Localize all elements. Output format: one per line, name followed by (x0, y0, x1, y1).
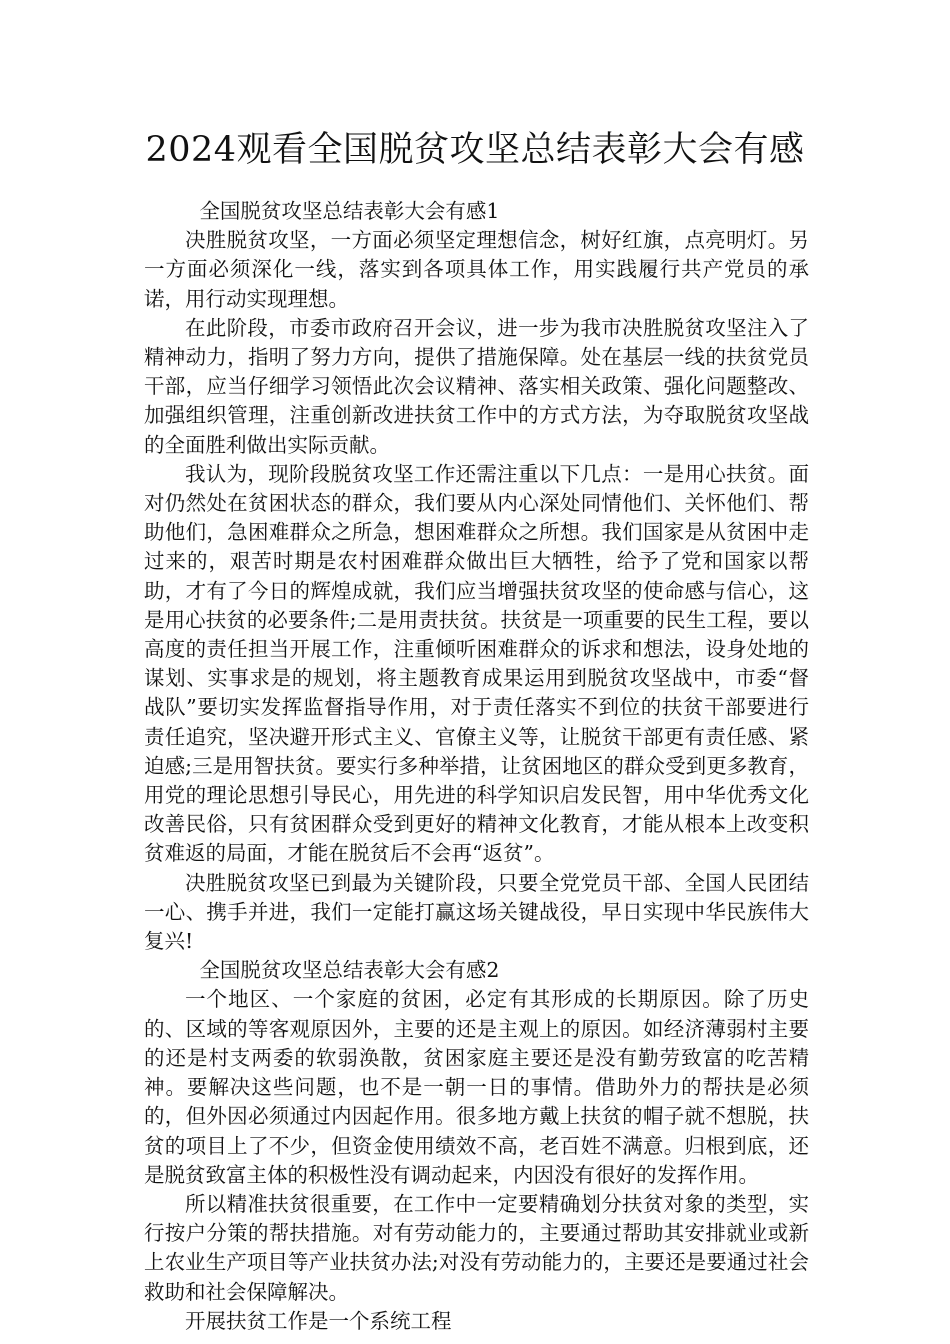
paragraph: 一个地区、一个家庭的贫困，必定有其形成的长期原因。除了历史的、区域的等客观原因外，主要的还是主观上的原因。如经济薄弱村主要的还是村支两委的软弱涣散，贫困家庭主要还是没有勤劳致富的吃苦精神。要解决这些问题，也不是一朝一日的事情。借助外力的帮扶是必须的，但外因必须通过内因起作用。很多地方戴上扶贫的帽子就不想脱，扶贫的项目上了不少，但资金使用绩效不高，老百姓不满意。归根到底，还是脱贫致富主体的积极性没有调动起来，内因没有很好的发挥作用。 (144, 987, 809, 1187)
paragraph: 决胜脱贫攻坚已到最为关键阶段，只要全党党员干部、全国人民团结一心、携手并进，我们一定能打赢这场关键战役，早日实现中华民族伟大复兴! (144, 870, 809, 954)
paragraph: 我认为，现阶段脱贫攻坚工作还需注重以下几点：一是用心扶贫。面对仍然处在贫困状态的群众，我们要从内心深处同情他们、关怀他们、帮助他们，急困难群众之所急，想困难群众之所想。我们国家是从贫困中走过来的，艰苦时期是农村困难群众做出巨大牺牲，给予了党和国家以帮助，才有了今日的辉煌成就，我们应当增强扶贫攻坚的使命感与信心，这是用心扶贫的必要条件;二是用责扶贫。扶贫是一项重要的民生工程，要以高度的责任担当开展工作，注重倾听困难群众的诉求和想法，设身处地的谋划、实事求是的规划，将主题教育成果运用到脱贫攻坚战中，市委“督战队”要切实发挥监督指导作用，对于责任落实不到位的扶贫干部要进行责任追究，坚决避开形式主义、官僚主义等，让脱贫干部更有责任感、紧迫感;三是用智扶贫。要实行多种举措，让贫困地区的群众受到更多教育，用党的理论思想引导民心，用先进的科学知识启发民智，用中华优秀文化改善民俗，只有贫困群众受到更好的精神文化教育，才能从根本上改变积贫难返的局面，才能在脱贫后不会再“返贫”。 (144, 461, 809, 866)
paragraph: 在此阶段，市委市政府召开会议，进一步为我市决胜脱贫攻坚注入了精神动力，指明了努力方向，提供了措施保障。处在基层一线的扶贫党员干部，应当仔细学习领悟此次会议精神、落实相关政策、强化问题整改、加强组织管理，注重创新改进扶贫工作中的方式方法，为夺取脱贫攻坚战的全面胜利做出实际贡献。 (144, 315, 809, 457)
paragraph: 开展扶贫工作是一个系统工程 (185, 1308, 452, 1333)
document-body (144, 197, 809, 1336)
paragraph: 所以精准扶贫很重要，在工作中一定要精确划分扶贫对象的类型，实行按户分策的帮扶措施。对有劳动能力的，主要通过帮助其安排就业或新上农业生产项目等产业扶贫办法;对没有劳动能力的，主要还是要通过社会救助和社会保障解决。 (144, 1191, 809, 1304)
section-heading: 全国脱贫攻坚总结表彰大会有感1 (199, 199, 500, 223)
document-title: 2024观看全国脱贫攻坚总结表彰大会有感 (145, 130, 805, 170)
section-heading: 全国脱贫攻坚总结表彰大会有感2 (199, 958, 500, 983)
paragraph: 决胜脱贫攻坚，一方面必须坚定理想信念，树好红旗，点亮明灯。另一方面必须深化一线，落实到各项具体工作，用实践履行共产党员的承诺，用行动实现理想。 (144, 228, 809, 311)
